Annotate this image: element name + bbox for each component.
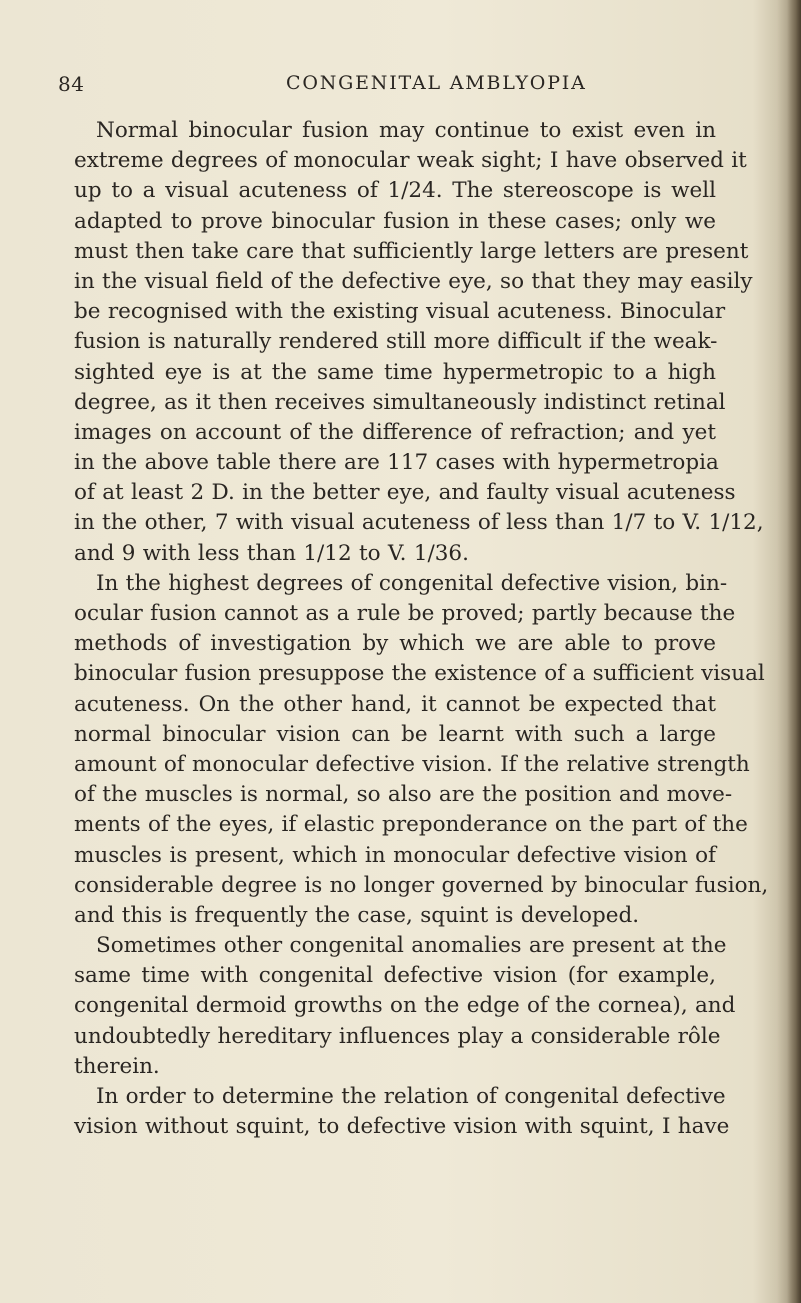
text-line: In the highest degrees of congenital defective vision, bin- <box>96 570 728 596</box>
text-line: in the above table there are 117 cases with hypermetropia <box>74 450 719 476</box>
text-line: must then take care that sufficiently large letters are present <box>74 238 749 264</box>
text-line: considerable degree is no longer governed by binocular fusion, <box>74 872 769 898</box>
text-line: fusion is naturally rendered still more difficult if the weak- <box>74 329 718 355</box>
text-line: of at least 2 D. in the better eye, and faulty visual acuteness <box>74 480 736 506</box>
text-line: up to a visual acuteness of 1/24. The stereoscope is well <box>74 178 716 204</box>
page-edge-shadow <box>787 0 801 1303</box>
text-line: same time with congenital defective vision (for example, <box>74 963 716 989</box>
text-line: congenital dermoid growths on the edge of the cornea), and <box>74 993 736 1019</box>
body-text <box>74 116 769 1142</box>
page-header <box>58 72 718 102</box>
text-line: vision without squint, to defective vision with squint, I have <box>74 1114 730 1140</box>
text-line: ocular fusion cannot as a rule be proved; partly because the <box>74 601 736 626</box>
running-title: CONGENITAL AMBLYOPIA <box>286 72 587 94</box>
text-line: In order to determine the relation of congenital defective <box>96 1084 726 1109</box>
text-line: adapted to prove binocular fusion in these cases; only we <box>74 208 716 234</box>
text-line: ments of the eyes, if elastic preponderance on the part of the <box>74 812 748 838</box>
text-line: be recognised with the existing visual acuteness. Binocular <box>74 299 726 325</box>
text-line: images on account of the difference of refraction; and yet <box>74 419 716 445</box>
text-line: normal binocular vision can be learnt with such a large <box>74 721 716 747</box>
text-line: and 9 with less than 1/12 to V. 1/36. <box>74 540 469 566</box>
text-line: extreme degrees of monocular weak sight; I have observed it <box>74 148 747 174</box>
page-number: 84 <box>58 72 85 96</box>
text-line: amount of monocular defective vision. If the relative strength <box>74 751 750 777</box>
text-line: sighted eye is at the same time hypermetropic to a high <box>74 359 716 385</box>
text-line: of the muscles is normal, so also are the position and move- <box>74 782 733 808</box>
text-line: in the other, 7 with visual acuteness of less than 1/7 to V. 1/12, <box>74 510 764 536</box>
text-line: therein. <box>74 1053 160 1079</box>
text-line: muscles is present, which in monocular defective vision of <box>74 842 716 868</box>
text-line: in the visual field of the defective eye, so that they may easily <box>74 268 753 294</box>
text-line: degree, as it then receives simultaneously indistinct retinal <box>74 389 726 415</box>
text-line: acuteness. On the other hand, it cannot be expected that <box>74 691 716 717</box>
text-line: Normal binocular fusion may continue to exist even in <box>96 118 716 143</box>
text-line: methods of investigation by which we are able to prove <box>74 631 716 657</box>
text-line: undoubtedly hereditary influences play a considerable rôle <box>74 1023 721 1049</box>
text-line: Sometimes other congenital anomalies are present at the <box>96 933 727 959</box>
text-line: and this is frequently the case, squint is developed. <box>74 902 640 928</box>
text-line: binocular fusion presuppose the existence of a sufficient visual <box>74 661 765 687</box>
